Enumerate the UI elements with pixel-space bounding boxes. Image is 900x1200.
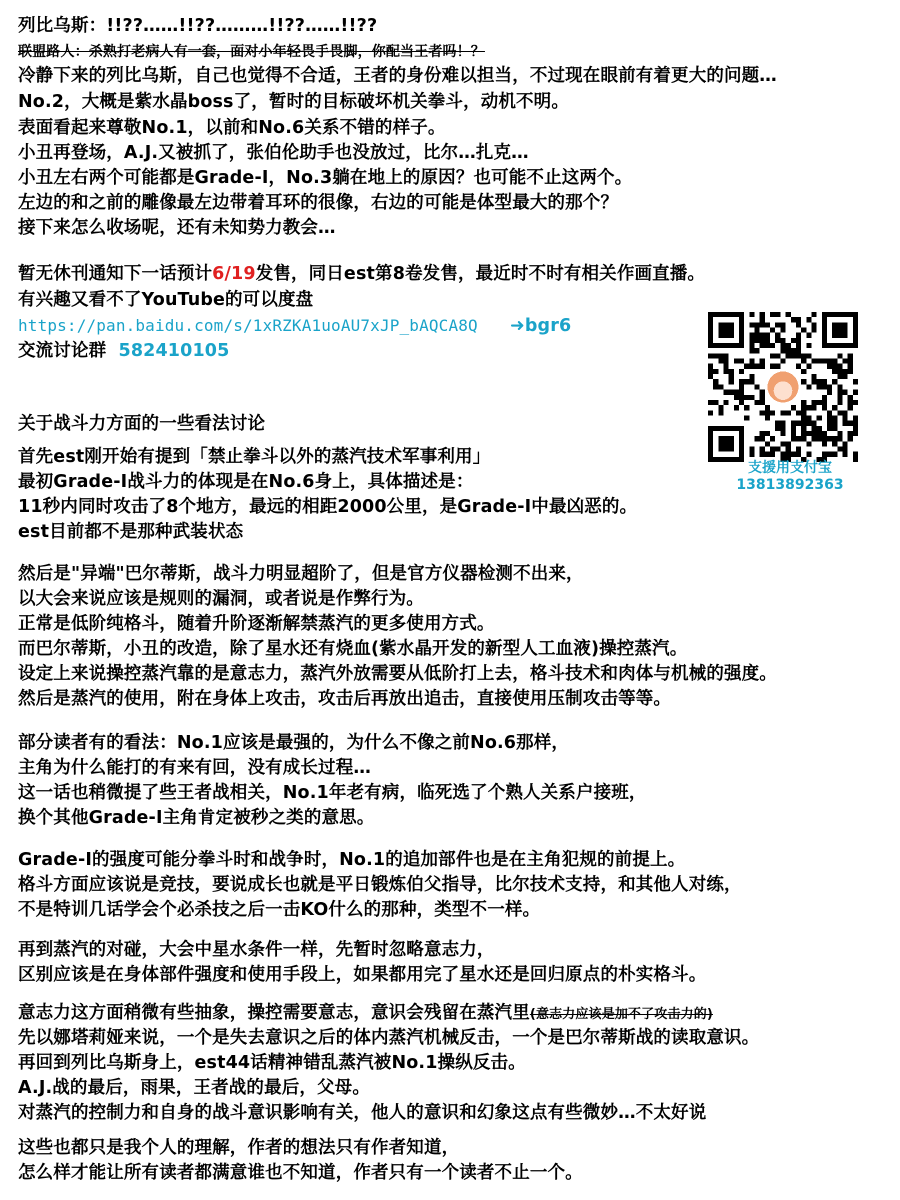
para-line: 先以娜塔莉娅来说，一个是失去意识之后的体内蒸汽机械反击，一个是巴尔蒂斯战的读取意识。: [18, 1028, 760, 1048]
qr-code: [708, 312, 858, 462]
qr-code-image: [708, 312, 858, 462]
para-line: 这些也都只是我个人的理解，作者的想法只有作者知道，: [18, 1138, 460, 1158]
para-line: 对蒸汽的控制力和自身的战斗意识影响有关，他人的意识和幻象这点有些微妙…不太好说: [18, 1103, 707, 1123]
group-label: 交流讨论群: [18, 341, 107, 361]
download-row: [18, 314, 571, 339]
para-line: 然后是"异端"巴尔蒂斯，战斗力明显超阶了，但是官方仪器检测不出来，: [18, 564, 584, 584]
para-line: 设定上来说操控蒸汽靠的是意志力，蒸汽外放需要从低阶打上去，格斗技术和肉体与机械的强度。: [18, 664, 777, 684]
notice-post: 发售，同日est第8卷发售，最近时不时有相关作画直播。: [255, 264, 706, 284]
section-title: 关于战斗力方面的一些看法讨论: [18, 414, 266, 434]
intro-line: 小丑再登场，A.J.又被抓了，张伯伦助手也没放过，比尔…扎克…: [18, 143, 529, 163]
extract-code: ➜bgr6: [510, 316, 572, 336]
para-line: 11秒内同时攻击了8个地方，最远的相距2000公里，是Grade-Ⅰ中最凶恶的。: [18, 497, 638, 517]
para-line: 再回到列比乌斯身上，est44话精神错乱蒸汽被No.1操纵反击。: [18, 1053, 526, 1073]
group-row: [18, 339, 229, 364]
para-line: 主角为什么能打的有来有回，没有成长过程…: [18, 758, 371, 778]
para-text: 意志力这方面稍微有些抽象，操控需要意志，意识会残留在蒸汽里: [18, 1003, 530, 1023]
intro-line: 冷静下来的列比乌斯，自己也觉得不合适，王者的身份难以担当，不过现在眼前有着更大的问题…: [18, 66, 777, 86]
para-line: 这一话也稍微提了些王者战相关，No.1年老有病，临死选了个熟人关系户接班，: [18, 783, 647, 803]
para-line: 而巴尔蒂斯，小丑的改造，除了星水还有烧血(紫水晶开发的新型人工血液)操控蒸汽。: [18, 639, 688, 659]
para-line: 不是特训几话学会个必杀技之后一击KO什么的那种，类型不一样。: [18, 900, 541, 920]
para-line: 部分读者有的看法：No.1应该是最强的，为什么不像之前No.6那样，: [18, 733, 570, 753]
para-line: 正常是低阶纯格斗，随着升阶逐渐解禁蒸汽的更多使用方式。: [18, 614, 495, 634]
para-line: 怎么样才能让所有读者都满意谁也不知道，作者只有一个读者不止一个。: [18, 1163, 583, 1183]
para-strike: (意志力应该是加不了攻击力的): [529, 1007, 713, 1022]
para-line: 最初Grade-Ⅰ战斗力的体现是在No.6身上，具体描述是：: [18, 472, 474, 492]
para-line: [18, 1001, 713, 1028]
intro-line: No.2，大概是紫水晶boss了，暂时的目标破坏机关拳斗，动机不明。: [18, 92, 569, 112]
header-title: 列比乌斯：!!??……!!??………!!??……!!??: [18, 16, 378, 36]
para-line: Grade-Ⅰ的强度可能分拳斗时和战争时，No.1的追加部件也是在主角犯规的前提上。: [18, 850, 686, 870]
para-line: 然后是蒸汽的使用，附在身体上攻击，攻击后再放出追击，直接使用压制攻击等等。: [18, 689, 672, 709]
para-line: 区别应该是在身体部件强度和使用手段上，如果都用完了星水还是回归原点的朴实格斗。: [18, 965, 707, 985]
group-number: 582410105: [118, 341, 230, 361]
qr-caption-number: 13813892363: [736, 477, 844, 493]
intro-line: 接下来怎么收场呢，还有未知势力教会…: [18, 218, 336, 238]
header-strike: 联盟路人：杀熟打老病人有一套，面对小年轻畏手畏脚，你配当王者吗！？: [18, 44, 485, 60]
notice-pre: 暂无休刊通知下一话预计: [18, 264, 213, 284]
baidu-link[interactable]: https://pan.baidu.com/s/1xRZKA1uoAU7xJP_bAQCA8Q: [18, 316, 478, 335]
qr-caption: [720, 460, 860, 494]
intro-line: 小丑左右两个可能都是Grade-Ⅰ，No.3躺在地上的原因？也可能不止这两个。: [18, 168, 633, 188]
para-line: est目前都不是那种武装状态: [18, 522, 244, 542]
intro-line: 左边的和之前的雕像最左边带着耳环的很像，右边的可能是体型最大的那个？: [18, 193, 619, 213]
release-notice: [18, 262, 705, 287]
para-line: 首先est刚开始有提到「禁止拳斗以外的蒸汽技术军事利用」: [18, 447, 491, 467]
qr-caption-label: 支援用支付宝: [748, 460, 832, 476]
notice-line: 有兴趣又看不了YouTube的可以度盘: [18, 290, 314, 310]
para-line: A.J.战的最后，雨果，王者战的最后，父母。: [18, 1078, 370, 1098]
para-line: 再到蒸汽的对碰，大会中星水条件一样，先暂时忽略意志力，: [18, 940, 495, 960]
release-date: 6/19: [212, 264, 256, 284]
intro-line: 表面看起来尊敬No.1，以前和No.6关系不错的样子。: [18, 118, 446, 138]
para-line: 格斗方面应该说是竞技，要说成长也就是平日锻炼伯父指导，比尔技术支持，和其他人对练，: [18, 875, 742, 895]
para-line: 以大会来说应该是规则的漏洞，或者说是作弊行为。: [18, 589, 424, 609]
para-line: 换个其他Grade-Ⅰ主角肯定被秒之类的意思。: [18, 808, 375, 828]
